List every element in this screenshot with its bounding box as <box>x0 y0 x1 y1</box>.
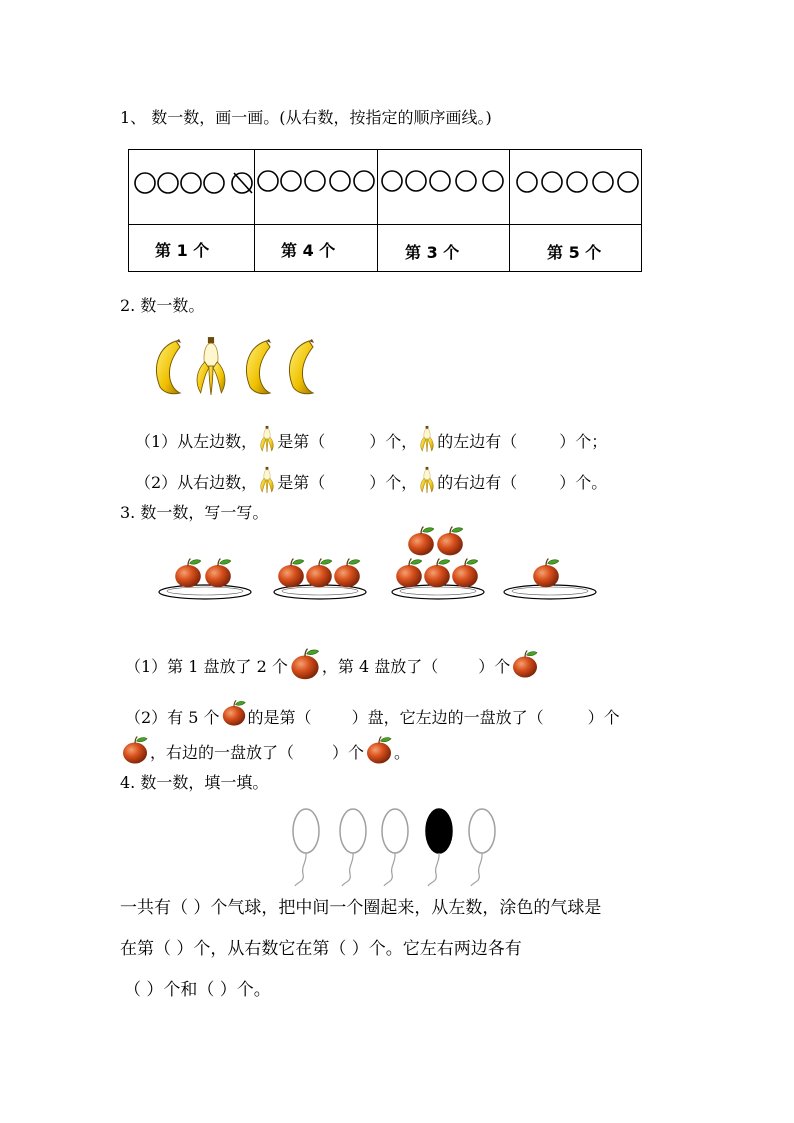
balloon-icon <box>293 809 319 853</box>
apple-icon <box>510 648 540 680</box>
apple-icon <box>408 527 434 556</box>
question-3-title: 3. 数一数，写一写。 <box>120 503 269 522</box>
circle <box>281 171 301 191</box>
peeled-banana-icon <box>417 466 437 494</box>
balloons-row <box>285 800 505 890</box>
circle <box>542 172 562 192</box>
banana-icon <box>157 339 181 394</box>
circle <box>330 171 350 191</box>
q4-line-3: （ ）个和（ ）个。 <box>124 980 271 1000</box>
circle <box>430 171 450 191</box>
q1-cell-3-label: 第 3 个 <box>405 243 460 262</box>
peeled-banana-icon <box>257 425 277 453</box>
apple-icon <box>533 559 559 588</box>
bananas-row <box>145 335 325 399</box>
q4-line-1: 一共有（ ）个气球，把中间一个圈起来，从左数，涂色的气球是 <box>120 898 602 918</box>
circle <box>618 172 638 192</box>
apple-icon <box>437 527 463 556</box>
peeled-banana-icon <box>417 425 437 453</box>
apple-icon <box>220 697 248 729</box>
q1-cell-2-label: 第 4 个 <box>281 241 336 260</box>
circle <box>158 173 178 193</box>
circle <box>354 171 374 191</box>
q3-line-1: （1）第 1 盘放了 2 个 ，第 4 盘放了（ ）个 <box>125 646 540 682</box>
question-1-title: 1、 数一数，画一画。(从右数，按指定的顺序画线。) <box>120 108 492 127</box>
circle <box>456 171 476 191</box>
q1-cell-1-label: 第 1 个 <box>155 241 210 260</box>
apple-icon <box>120 734 150 766</box>
shaded-balloon-icon <box>426 809 452 853</box>
circle <box>204 173 224 193</box>
question-4-title: 4. 数一数，填一填。 <box>120 773 269 792</box>
circle <box>567 172 587 192</box>
balloon-icon <box>382 809 408 853</box>
apple-icon <box>424 559 450 588</box>
circle <box>517 172 537 192</box>
apple-icon <box>205 559 231 588</box>
q3-line-2: （2）有 5 个 的是第（ ）盘，它左边的一盘放了（ ）个 <box>125 697 620 729</box>
apple-icon <box>306 559 332 588</box>
plate-2 <box>274 559 366 599</box>
circle <box>305 171 325 191</box>
peeled-banana-icon <box>257 466 277 494</box>
apple-icon <box>175 559 201 588</box>
q1-circles-drawing <box>0 0 794 300</box>
q3-line-3: ，右边的一盘放了（ ）个 。 <box>120 734 410 766</box>
plate-4 <box>504 559 596 599</box>
circle <box>483 171 503 191</box>
circle <box>181 173 201 193</box>
circle <box>406 171 426 191</box>
peeled-banana-icon <box>197 337 225 395</box>
apple-icon <box>278 559 304 588</box>
apple-icon <box>452 559 478 588</box>
apple-icon <box>334 559 360 588</box>
plate-1 <box>159 559 251 599</box>
balloon-icon <box>469 809 495 853</box>
q2-line-1: （1）从左边数， 是第（ ）个， 的左边有（ ）个； <box>135 425 607 453</box>
circle <box>258 171 278 191</box>
banana-icon <box>290 339 314 394</box>
q4-line-2: 在第（ ）个，从右数它在第（ ）个。它左右两边各有 <box>120 939 522 959</box>
apple-icon <box>288 646 322 682</box>
banana-icon <box>247 339 271 394</box>
circle <box>135 173 155 193</box>
q1-cell-4-label: 第 5 个 <box>547 243 602 262</box>
circle <box>382 171 402 191</box>
apple-icon <box>364 734 394 766</box>
question-2-title: 2. 数一数。 <box>120 296 205 315</box>
plate-3 <box>392 527 484 599</box>
apple-plates <box>150 520 610 610</box>
apple-icon <box>396 559 422 588</box>
q2-line-2: （2）从右边数， 是第（ ）个， 的右边有（ ）个。 <box>135 466 607 494</box>
circle <box>593 172 613 192</box>
balloon-icon <box>340 809 366 853</box>
